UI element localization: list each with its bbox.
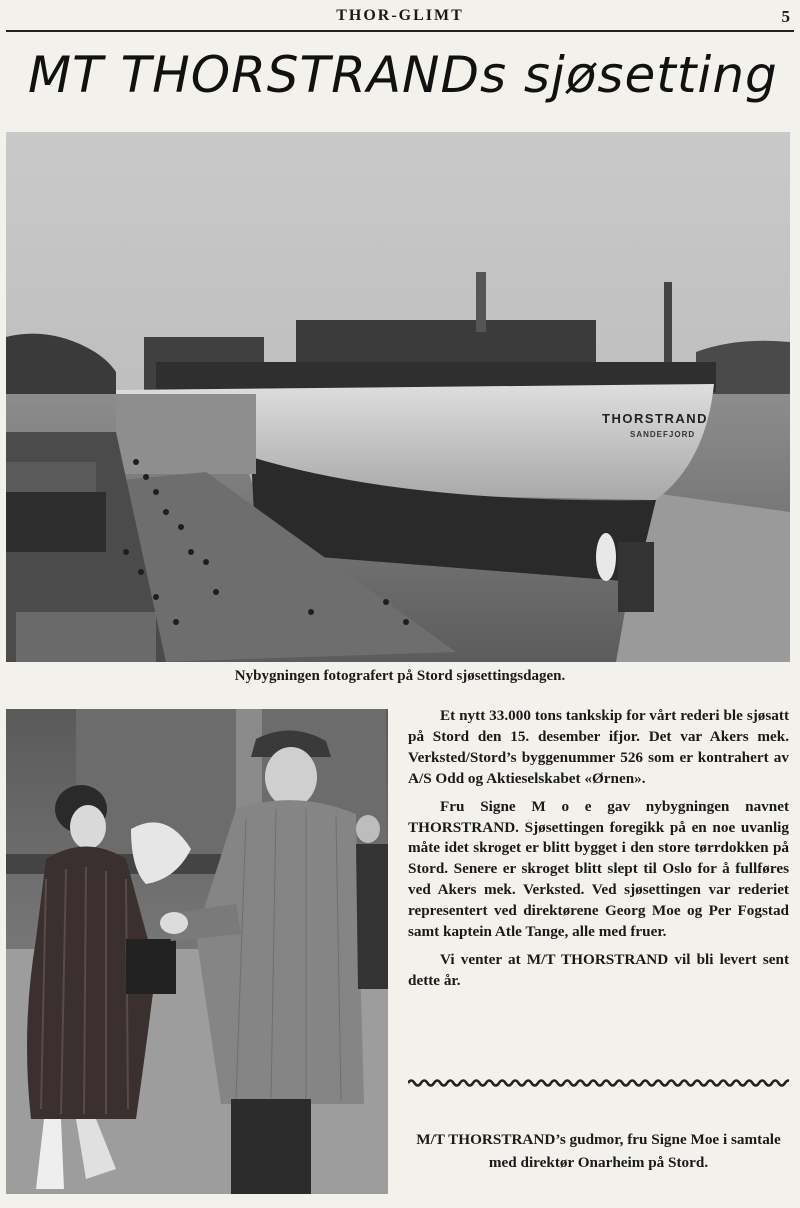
publication-title: THOR-GLIMT (336, 7, 464, 24)
article-paragraph: Fru Signe M o e gav nybygningen navnet THORSTRAND. Sjøsettingen foregikk på en noe uvanlig måte idet skroget er blitt bygget i den store tørrdokken på Stord. Senere er skroget blitt slept til Oslo for å fullføres ved Akers mek. Verksted. Ved sjøsettingen var rederiet representert ved direktørene Georg Moe og Per Fogstad samt kaptein Atle Tange, alle med fruer. (408, 797, 789, 941)
article-body (408, 706, 789, 999)
running-header (6, 4, 794, 32)
wave-divider (408, 1076, 789, 1090)
article-paragraph: Vi venter at M/T THORSTRAND vil bli levert sent dette år. (408, 950, 789, 989)
article-paragraph: Et nytt 33.000 tons tankskip for vårt rederi ble sjøsatt på Stord den 15. desember ifjor. Det var Akers mek. Verksted/Stord’s byggenummer 526 som er kontrahert av A/S Odd og Aktieselskabet «Ørnen». (408, 707, 789, 787)
ship-photo-caption: Nybygningen fotografert på Stord sjøsettingsdagen. (234, 668, 566, 684)
hull-name-text: THORSTRAND (602, 411, 708, 426)
hull-port-text: SANDEFJORD (630, 430, 696, 439)
page-number: 5 (781, 7, 790, 26)
godmother-photo-caption: M/T THORSTRAND’s gudmor, fru Signe Moe i samtale med direktør Onarheim på Stord. (416, 1131, 781, 1171)
ship-launch-photo (6, 132, 790, 662)
headline: MT THORSTRANDs sjøsetting (28, 46, 778, 104)
godmother-photo (6, 709, 388, 1194)
